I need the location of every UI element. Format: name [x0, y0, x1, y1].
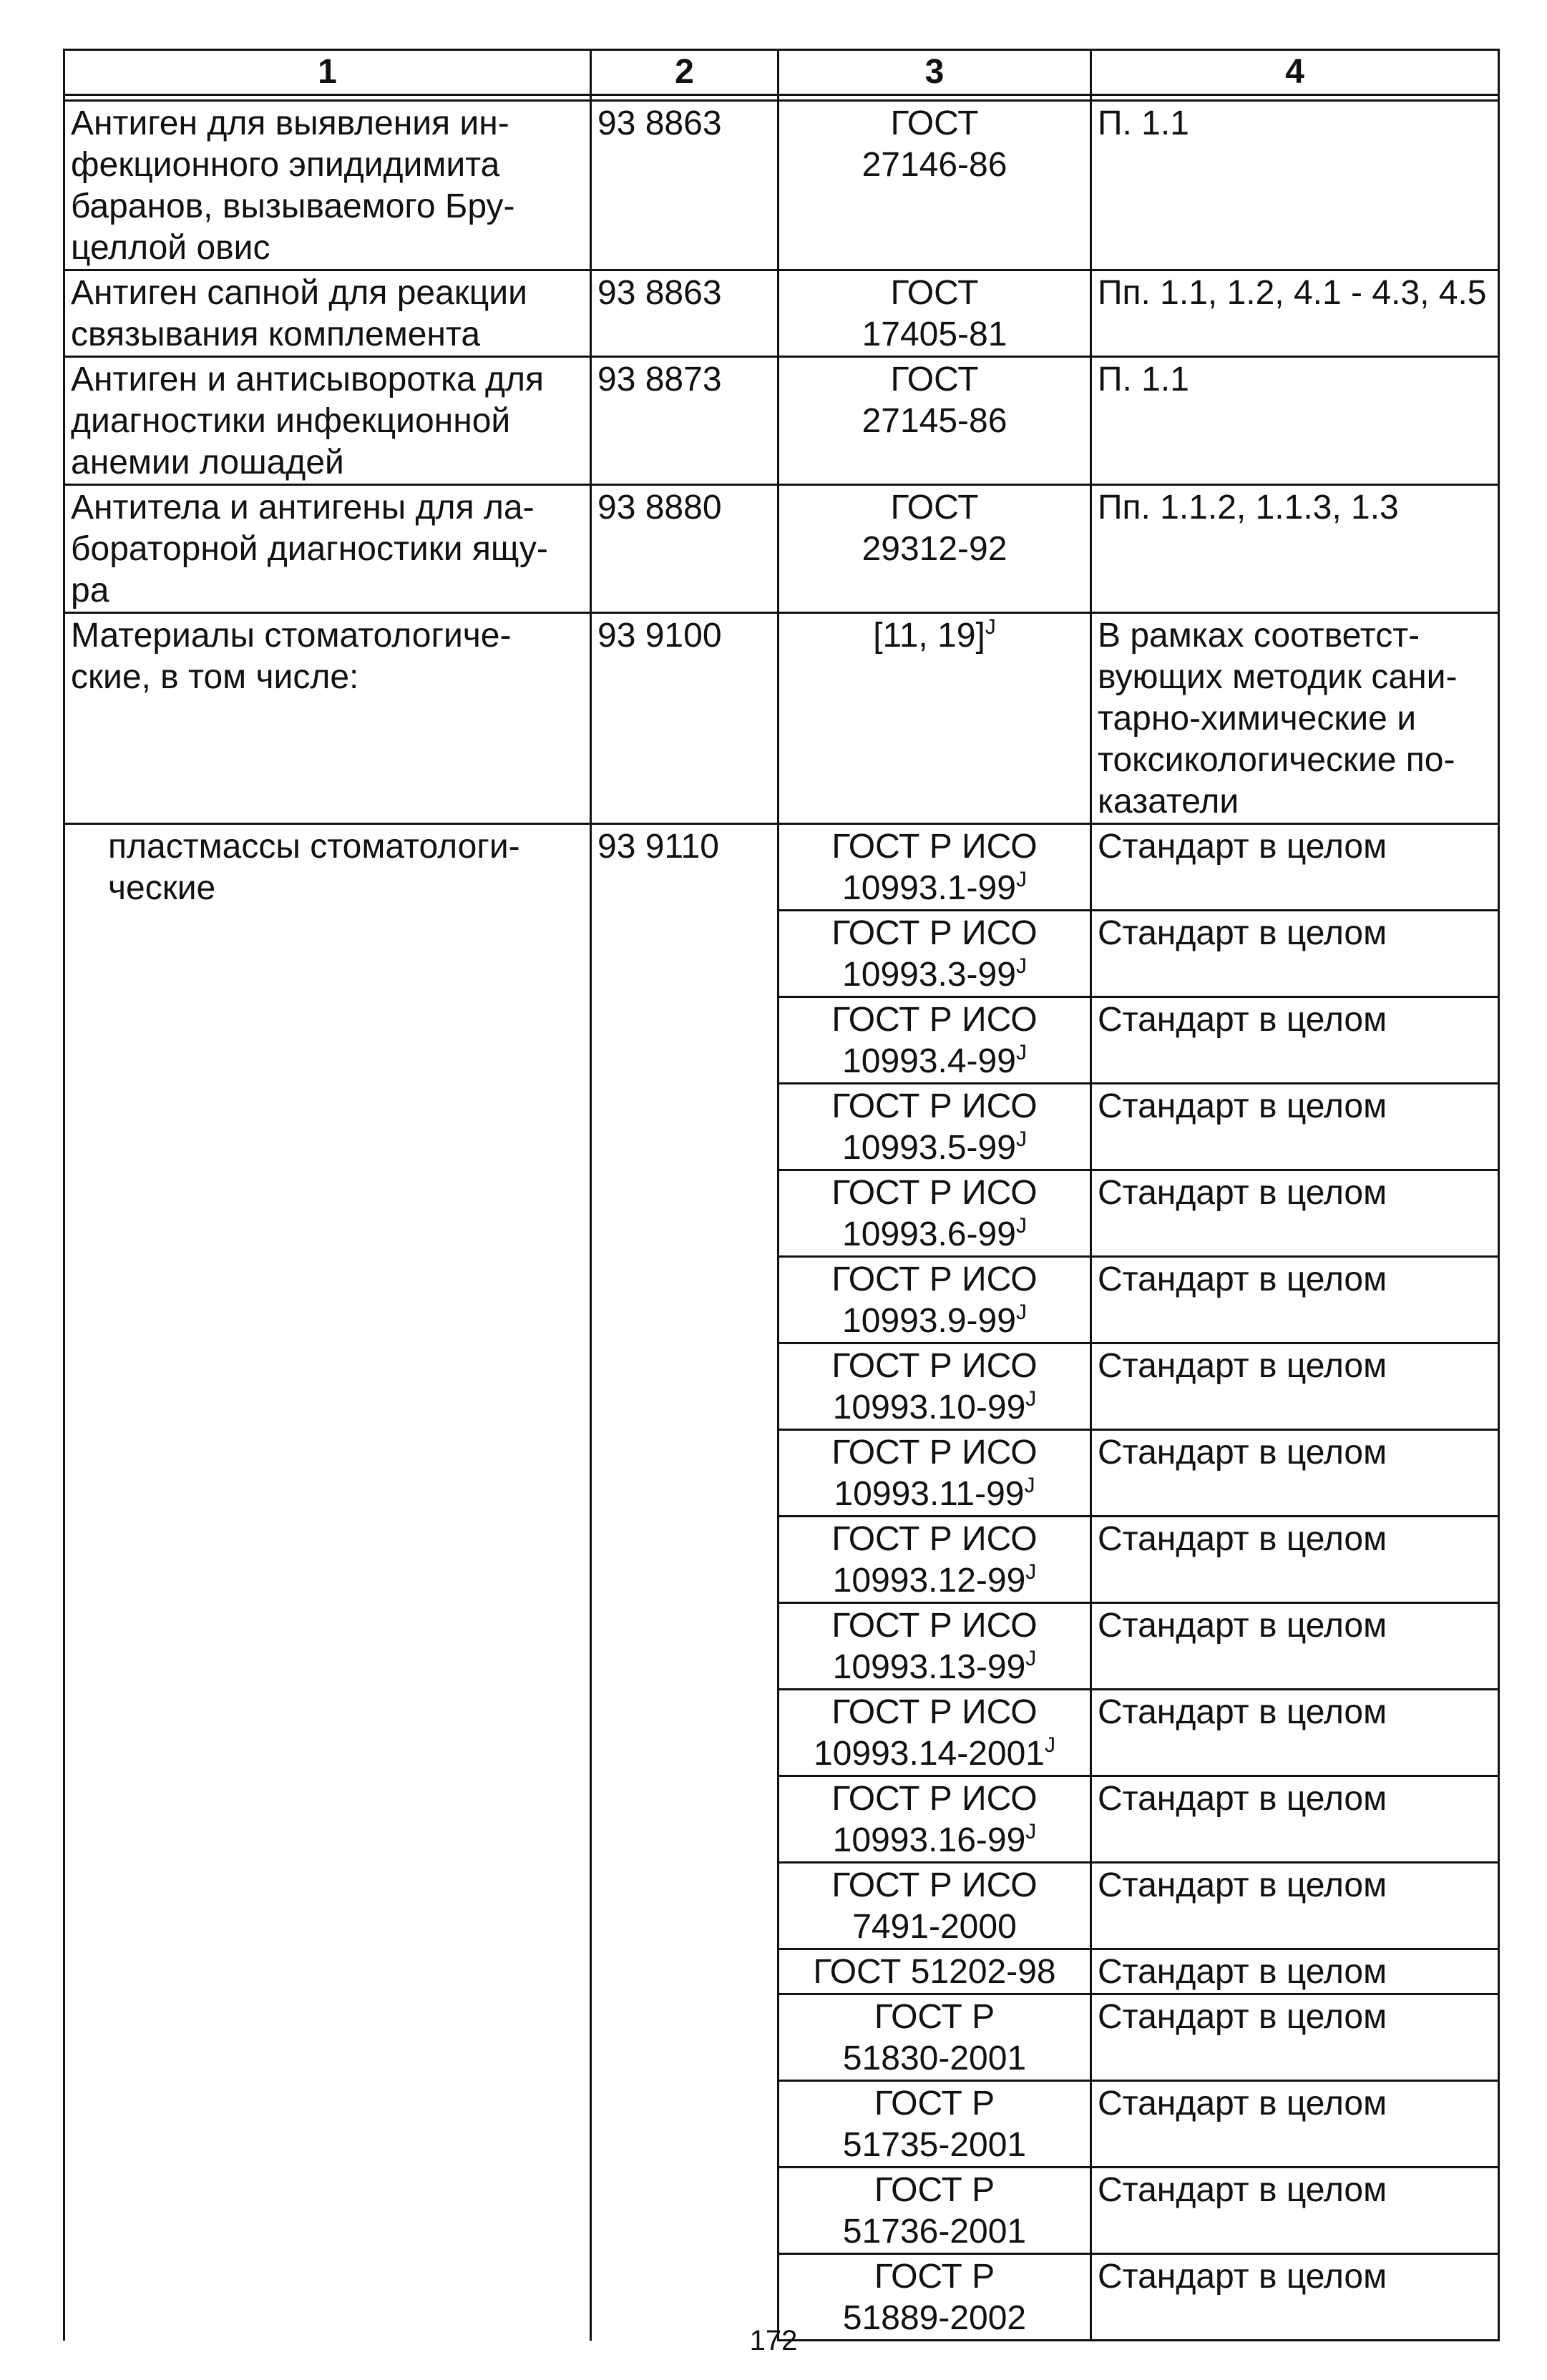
table-header-row: [64, 50, 1499, 95]
clause-cell: [1091, 485, 1499, 613]
clause-text: Стандарт в целом: [1098, 2258, 1387, 2296]
clause-cell: [1091, 1949, 1499, 1994]
standard-designation: 10993.12-99: [832, 1562, 1026, 1600]
standard-cell: [779, 2168, 1091, 2254]
column-header-1: 1: [64, 50, 591, 95]
standard-designation: 10993.3-99: [842, 956, 1016, 994]
header-gap: [64, 95, 1499, 101]
footnote-mark: J: [1015, 868, 1027, 891]
okp-code-cell: [591, 101, 779, 270]
clause-text: Стандарт в целом: [1098, 1260, 1387, 1298]
footnote-mark: J: [1015, 954, 1027, 978]
clause-cell: [1091, 613, 1499, 824]
footnote-mark: J: [1025, 1820, 1037, 1843]
clause-cell: [1091, 2081, 1499, 2168]
clause-cell: [1091, 1084, 1499, 1170]
footnote-mark: J: [1015, 1127, 1027, 1151]
standard-cell: [779, 1084, 1091, 1170]
standard-designation: ГОСТ Р ИСО: [831, 1866, 1038, 1904]
standards-table: [63, 49, 1500, 2341]
footnote-mark: J: [1024, 1474, 1035, 1497]
okp-code: 93 8863: [597, 274, 722, 312]
clause-cell: [1091, 1343, 1499, 1430]
standard-cell: [779, 1170, 1091, 1257]
standard-cell: [779, 270, 1091, 357]
clause-text: Стандарт в целом: [1098, 1953, 1387, 1991]
clause-text: Стандарт в целом: [1098, 1174, 1387, 1212]
standard-cell: [779, 1690, 1091, 1776]
standard-designation: ГОСТ Р ИСО: [831, 1260, 1038, 1298]
footnote-mark: J: [985, 615, 996, 639]
column-header-3: 3: [779, 50, 1091, 95]
standard-designation: ГОСТ Р ИСО: [831, 1434, 1038, 1471]
okp-code: 93 9110: [597, 828, 719, 866]
clause-cell: [1091, 1776, 1499, 1863]
standard-cell: [779, 101, 1091, 270]
standard-designation: ГОСТ Р ИСО: [831, 1607, 1038, 1645]
clause-cell: [1091, 997, 1499, 1084]
okp-code-cell: [591, 613, 779, 824]
standard-designation: ГОСТ Р ИСО: [831, 1087, 1038, 1125]
standard-designation: ГОСТ Р ИСО: [831, 1780, 1038, 1818]
table-row: [64, 101, 1499, 270]
clause-cell: [1091, 270, 1499, 357]
table-body: [64, 101, 1499, 2341]
standard-designation: 7491-2000: [852, 1908, 1017, 1946]
clause-text: Стандарт в целом: [1098, 1866, 1387, 1904]
clause-cell: [1091, 1690, 1499, 1776]
clause-text: Стандарт в целом: [1098, 2171, 1387, 2209]
standard-cell: [779, 357, 1091, 485]
standard-designation: ГОСТ Р ИСО: [831, 1174, 1038, 1212]
standard-designation: 51830-2001: [842, 2039, 1027, 2077]
standard-cell: [779, 1776, 1091, 1863]
product-name-cell: [64, 824, 591, 2341]
standard-designation: 10993.16-99: [832, 1821, 1026, 1859]
standard-designation: 10993.6-99: [842, 1215, 1016, 1253]
table-row: [64, 824, 1499, 911]
standard-designation: ГОСТ Р ИСО: [831, 1520, 1038, 1558]
standard-cell: [779, 1430, 1091, 1517]
standard-cell: [779, 997, 1091, 1084]
standard-designation: ГОСТ Р: [874, 1998, 995, 2036]
standard-designation: [11, 19]: [873, 617, 985, 655]
product-name-cell: [64, 485, 591, 613]
okp-code: 93 9100: [597, 617, 722, 655]
product-name: Антиген и антисыворотка для диагностики инфекционной анемии лошадей: [71, 361, 545, 481]
standard-cell: [779, 2081, 1091, 2168]
standard-designation: 29312-92: [862, 530, 1007, 568]
product-name: Антитела и антигены для ла-бораторной диагностики ящу-ра: [71, 489, 548, 609]
standard-designation: 10993.4-99: [842, 1042, 1016, 1080]
clause-text: Стандарт в целом: [1098, 1520, 1387, 1558]
footnote-mark: J: [1025, 1560, 1037, 1584]
clause-cell: [1091, 357, 1499, 485]
footnote-mark: J: [1015, 1301, 1027, 1324]
product-name-cell: [64, 270, 591, 357]
standard-designation: 27146-86: [862, 146, 1007, 184]
footnote-mark: J: [1025, 1647, 1037, 1670]
standard-designation: ГОСТ: [890, 489, 979, 527]
standard-designation: 27145-86: [862, 402, 1007, 440]
standard-cell: [779, 1343, 1091, 1430]
okp-code: 93 8873: [597, 361, 722, 398]
standard-designation: 10993.1-99: [842, 869, 1016, 907]
product-name: Материалы стоматологиче-ские, в том числе:: [71, 617, 512, 696]
standard-designation: ГОСТ 51202-98: [813, 1953, 1056, 1991]
standard-designation: 10993.13-99: [832, 1648, 1026, 1686]
clause-text: Стандарт в целом: [1098, 1087, 1387, 1125]
clause-cell: [1091, 101, 1499, 270]
standard-designation: ГОСТ Р: [874, 2258, 995, 2296]
standard-cell: [779, 1517, 1091, 1603]
standard-cell: [779, 824, 1091, 911]
clause-text: Стандарт в целом: [1098, 1001, 1387, 1039]
standard-designation: ГОСТ: [890, 274, 979, 312]
footnote-mark: J: [1015, 1041, 1027, 1064]
product-name-cell: [64, 101, 591, 270]
clause-cell: [1091, 1257, 1499, 1343]
clause-text: Стандарт в целом: [1098, 2085, 1387, 2122]
clause-text: П. 1.1: [1098, 361, 1189, 398]
okp-code: 93 8863: [597, 104, 722, 142]
standard-designation: ГОСТ Р ИСО: [831, 1693, 1038, 1731]
okp-code-cell: [591, 824, 779, 2341]
standard-designation: 51735-2001: [842, 2126, 1027, 2164]
standard-cell: [779, 1603, 1091, 1690]
standard-cell: [779, 613, 1091, 824]
product-name: Антиген сапной для реакции связывания комплемента: [71, 274, 527, 353]
standard-designation: ГОСТ Р: [874, 2171, 995, 2209]
okp-code-cell: [591, 485, 779, 613]
page-number: 172: [749, 2325, 798, 2356]
standard-designation: 17405-81: [862, 315, 1007, 353]
standard-designation: ГОСТ: [890, 104, 979, 142]
okp-code-cell: [591, 357, 779, 485]
clause-cell: [1091, 1603, 1499, 1690]
clause-cell: [1091, 1517, 1499, 1603]
standard-designation: 10993.14-2001: [814, 1735, 1045, 1773]
clause-cell: [1091, 1170, 1499, 1257]
footnote-mark: J: [1025, 1387, 1037, 1411]
table-row: [64, 270, 1499, 357]
clause-text: П. 1.1: [1098, 104, 1189, 142]
okp-code-cell: [591, 270, 779, 357]
clause-text: Пп. 1.1.2, 1.1.3, 1.3: [1098, 489, 1399, 527]
clause-text: Пп. 1.1, 1.2, 4.1 - 4.3, 4.5: [1098, 274, 1487, 312]
standard-designation: 10993.11-99: [834, 1475, 1025, 1513]
clause-text: Стандарт в целом: [1098, 1780, 1387, 1818]
clause-cell: [1091, 2168, 1499, 2254]
standard-designation: ГОСТ Р ИСО: [831, 1001, 1038, 1039]
standard-designation: ГОСТ Р ИСО: [831, 914, 1038, 952]
standard-cell: [779, 1257, 1091, 1343]
product-name-cell: [64, 613, 591, 824]
clause-text: Стандарт в целом: [1098, 1347, 1387, 1385]
product-name: Антиген для выявления ин-фекционного эпидидимита баранов, вызываемого Бру-целлой овис: [71, 104, 515, 267]
standard-designation: ГОСТ: [890, 361, 979, 398]
clause-cell: [1091, 1863, 1499, 1949]
clause-text: Стандарт в целом: [1098, 828, 1387, 866]
clause-cell: [1091, 1994, 1499, 2081]
footnote-mark: J: [1044, 1733, 1055, 1757]
product-name: пластмассы стоматологи-ческие: [108, 828, 520, 907]
footnote-mark: J: [1015, 1214, 1027, 1238]
standard-designation: 10993.10-99: [832, 1389, 1026, 1426]
standard-cell: [779, 1994, 1091, 2081]
clause-text: Стандарт в целом: [1098, 1998, 1387, 2036]
clause-text: Стандарт в целом: [1098, 1607, 1387, 1645]
standard-designation: 51736-2001: [842, 2213, 1027, 2251]
standard-cell: [779, 485, 1091, 613]
product-name-cell: [64, 357, 591, 485]
clause-cell: [1091, 911, 1499, 997]
standard-designation: ГОСТ Р ИСО: [831, 1347, 1038, 1385]
clause-text: Стандарт в целом: [1098, 1434, 1387, 1471]
standard-cell: [779, 911, 1091, 997]
table-row: [64, 357, 1499, 485]
standard-designation: 51889-2002: [842, 2299, 1027, 2337]
standard-designation: ГОСТ Р: [874, 2085, 995, 2122]
standard-designation: ГОСТ Р ИСО: [831, 828, 1038, 866]
clause-cell: [1091, 824, 1499, 911]
table-row: [64, 485, 1499, 613]
clause-text: В рамках соответст-вующих методик сани-тарно-химические и токсикологические по-казатели: [1098, 617, 1458, 821]
standard-cell: [779, 1863, 1091, 1949]
okp-code: 93 8880: [597, 489, 722, 527]
standard-designation: 10993.9-99: [842, 1302, 1016, 1340]
clause-text: Стандарт в целом: [1098, 914, 1387, 952]
column-header-2: 2: [591, 50, 779, 95]
standard-cell: [779, 1949, 1091, 1994]
column-header-4: 4: [1091, 50, 1499, 95]
clause-cell: [1091, 1430, 1499, 1517]
table-row: [64, 613, 1499, 824]
clause-text: Стандарт в целом: [1098, 1693, 1387, 1731]
standard-designation: 10993.5-99: [842, 1129, 1016, 1167]
